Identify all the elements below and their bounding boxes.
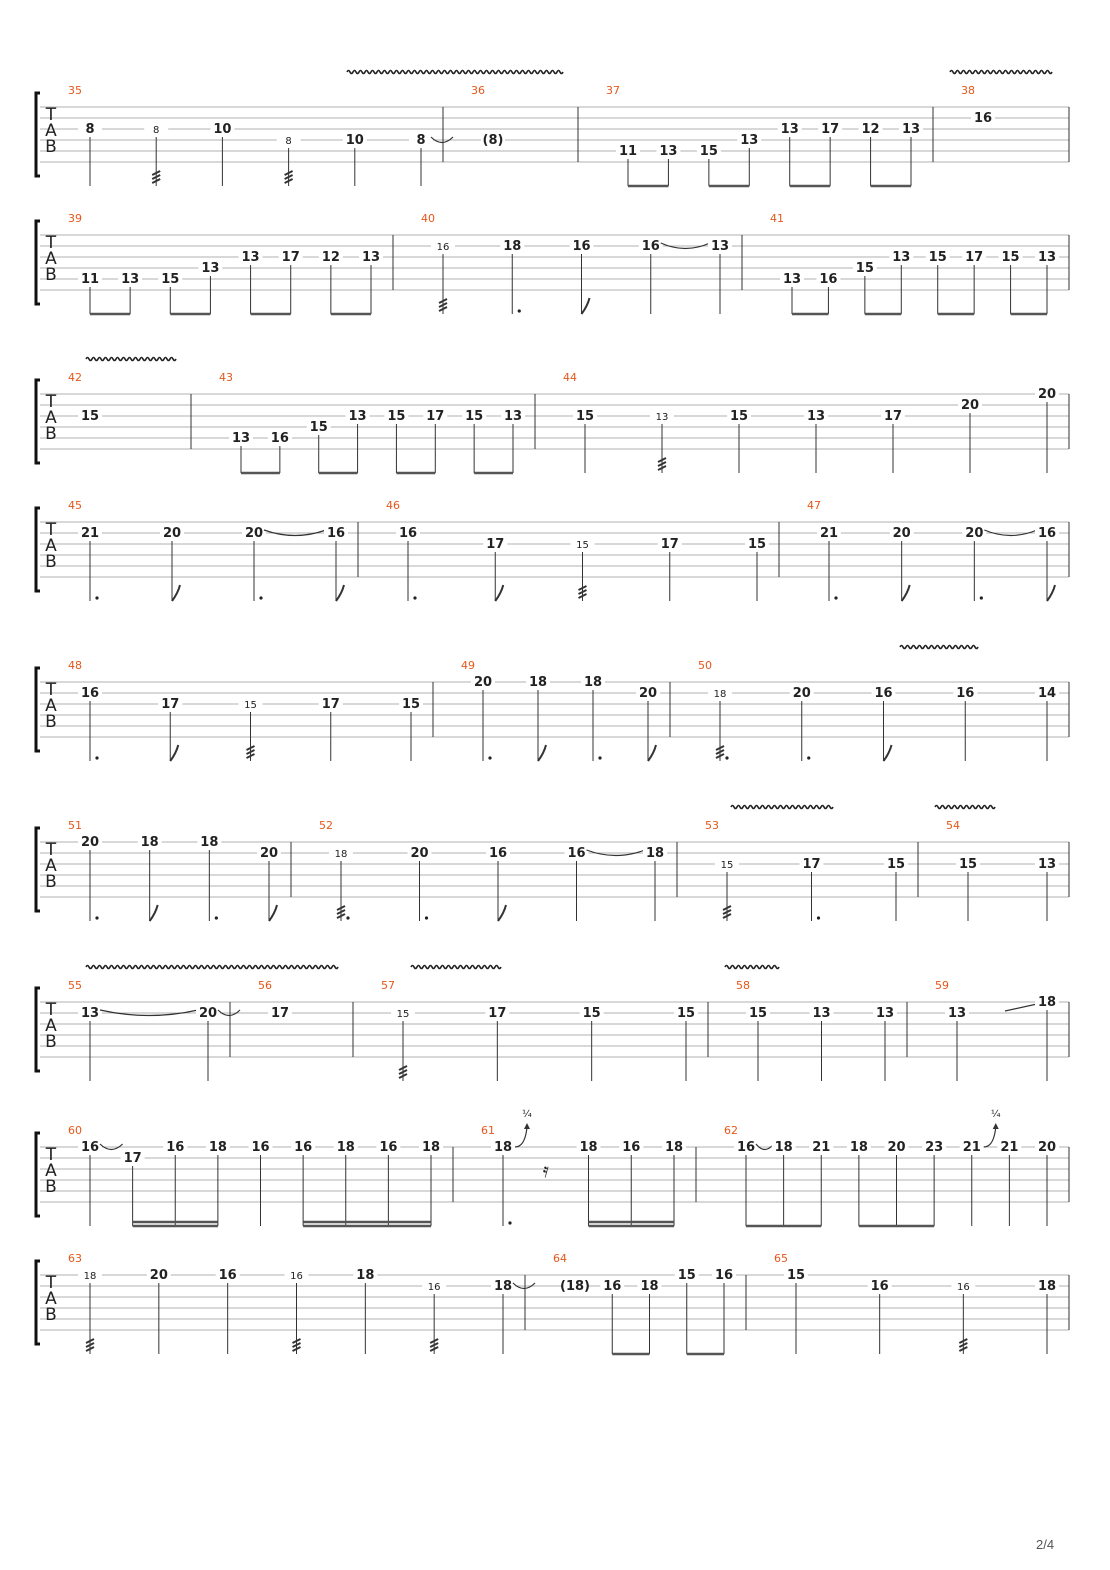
duration-dot: [425, 916, 428, 919]
measure-number: 56: [258, 979, 272, 992]
fret-number: 16: [567, 846, 586, 861]
vibrato-mark: [900, 646, 978, 649]
fret-number: 20: [259, 846, 279, 861]
fret-number: 20: [960, 398, 980, 413]
fret-number: 13: [782, 272, 802, 287]
fret-number: 13: [503, 409, 523, 424]
tab-clef-letter: T: [45, 233, 57, 253]
fret-number: 17: [486, 537, 505, 552]
bend-arrow: [515, 1127, 527, 1147]
measure-number: 36: [471, 84, 485, 97]
duration-dot: [598, 756, 601, 759]
fret-number: 12: [861, 122, 880, 137]
fret-number: 13: [1037, 857, 1057, 872]
fret-number: 16: [80, 1140, 100, 1155]
fret-number: 18: [493, 1279, 513, 1294]
note-flag: [336, 585, 344, 601]
system-bracket: [36, 828, 40, 911]
fret-number: 16: [80, 686, 100, 701]
measure-number: 38: [961, 84, 975, 97]
fret-number: 13: [361, 250, 381, 265]
fret-number: 18: [336, 1140, 355, 1155]
tab-clef-letter: T: [45, 392, 57, 412]
measure-number: 53: [705, 819, 719, 832]
note-flag: [902, 585, 910, 601]
fret-number: 16: [1037, 526, 1057, 541]
measure-number: 54: [946, 819, 960, 832]
measure-number: 59: [935, 979, 949, 992]
tab-clef-letter: A: [45, 536, 57, 556]
measure-number: 44: [563, 371, 577, 384]
tab-clef-letter: B: [45, 137, 57, 157]
tab-clef-letter: T: [45, 1000, 57, 1020]
tab-clef-letter: B: [45, 1032, 57, 1052]
duration-dot: [834, 596, 837, 599]
fret-number: 20: [244, 526, 264, 541]
measure-number: 58: [736, 979, 750, 992]
rest-symbol: 𝄿: [542, 1158, 549, 1182]
bend-arrowhead: [524, 1123, 530, 1129]
fret-number: 15: [747, 537, 767, 552]
fret-number: 18: [421, 1140, 441, 1155]
fret-number: 23: [925, 1140, 944, 1155]
tab-clef-letter: T: [45, 1273, 57, 1293]
fret-number: 20: [473, 675, 493, 690]
note-flag: [582, 298, 590, 314]
fret-number: 13: [806, 409, 826, 424]
fret-number: 18: [774, 1140, 793, 1155]
fret-number: 16: [956, 686, 975, 701]
note-flag: [495, 585, 503, 601]
bend-arrow: [984, 1127, 996, 1147]
measure-number: 51: [68, 819, 82, 832]
measure-number: 37: [606, 84, 620, 97]
fret-number: 16: [290, 1271, 303, 1282]
fret-number: 18: [713, 689, 727, 700]
fret-number: 18: [1037, 1279, 1057, 1294]
fret-number: 16: [379, 1140, 398, 1155]
fret-number: 18: [140, 835, 159, 850]
fret-number: 16: [166, 1140, 185, 1155]
measure-number: 60: [68, 1124, 82, 1137]
fret-number: 8: [85, 122, 95, 137]
measure-number: 62: [724, 1124, 738, 1137]
measure-number: 46: [386, 499, 400, 512]
fret-number: 20: [80, 835, 100, 850]
duration-dot: [817, 916, 820, 919]
fret-number: 16: [572, 239, 591, 254]
measure-number: 40: [421, 212, 435, 225]
measure-number: 57: [381, 979, 395, 992]
fret-number: 16: [270, 431, 289, 446]
note-flag: [1047, 585, 1055, 601]
fret-number: 20: [638, 686, 658, 701]
duration-dot: [413, 596, 416, 599]
measure-number: 48: [68, 659, 82, 672]
fret-number: 17: [123, 1151, 142, 1166]
tab-clef-letter: B: [45, 872, 57, 892]
duration-dot: [259, 596, 262, 599]
fret-number: 15: [576, 540, 589, 551]
measure-number: 39: [68, 212, 82, 225]
fret-number: 17: [488, 1006, 507, 1021]
fret-number: 18: [208, 1140, 227, 1155]
duration-dot: [518, 309, 521, 312]
fret-number: 16: [956, 1282, 970, 1293]
fret-number: 13: [201, 261, 220, 276]
duration-dot: [95, 596, 98, 599]
fret-number: 20: [410, 846, 429, 861]
tab-clef-letter: A: [45, 1161, 57, 1181]
fret-number: 10: [213, 122, 232, 137]
fret-number: 18: [83, 1271, 97, 1282]
fret-number: 17: [270, 1006, 290, 1021]
fret-number: 16: [714, 1268, 734, 1283]
note-flag: [498, 905, 506, 921]
measure-number: 43: [219, 371, 233, 384]
system-bracket: [36, 380, 40, 463]
fret-number: 17: [821, 122, 840, 137]
fret-number: 15: [401, 697, 421, 712]
fret-number: 13: [740, 133, 759, 148]
fret-number: 15: [80, 409, 100, 424]
fret-number: 21: [819, 526, 839, 541]
fret-number: 21: [80, 526, 100, 541]
system-bracket: [36, 1261, 40, 1344]
fret-number: 18: [579, 1140, 598, 1155]
fret-number: 12: [321, 250, 340, 265]
fret-number: 8: [416, 133, 426, 148]
measure-number: 63: [68, 1252, 82, 1265]
fret-number: 18: [528, 675, 548, 690]
tab-clef-letter: B: [45, 712, 57, 732]
fret-number: 15: [720, 860, 734, 871]
fret-number: 16: [622, 1140, 641, 1155]
fret-number: 10: [345, 133, 364, 148]
duration-dot: [95, 916, 98, 919]
fret-number: 13: [812, 1006, 831, 1021]
fret-number: 15: [855, 261, 874, 276]
fret-number: 18: [849, 1140, 868, 1155]
fret-number: 15: [699, 144, 718, 159]
note-flag: [150, 905, 158, 921]
fret-number: 18: [1037, 995, 1057, 1010]
system-bracket: [36, 221, 40, 304]
tab-clef-letter: T: [45, 840, 57, 860]
fret-number: 8: [285, 136, 292, 147]
fret-number: 18: [334, 849, 348, 860]
fret-number: 15: [465, 409, 484, 424]
tab-clef-letter: T: [45, 105, 57, 125]
fret-number: 15: [928, 250, 947, 265]
fret-number: 15: [958, 857, 978, 872]
duration-dot: [215, 916, 218, 919]
fret-number: 13: [348, 409, 367, 424]
fret-number: 13: [780, 122, 799, 137]
vibrato-mark: [950, 71, 1052, 74]
fret-number: 17: [426, 409, 445, 424]
system-bracket: [36, 988, 40, 1071]
measure-number: 65: [774, 1252, 788, 1265]
tab-clef-letter: T: [45, 520, 57, 540]
measure-number: 64: [553, 1252, 567, 1265]
system-bracket: [36, 668, 40, 751]
fret-number: 20: [162, 526, 182, 541]
fret-number: 17: [660, 537, 679, 552]
note-flag: [269, 905, 277, 921]
note-flag: [648, 745, 656, 761]
slide-line: [1005, 1004, 1037, 1011]
fret-number: 16: [641, 239, 660, 254]
fret-number: 14: [1037, 686, 1057, 701]
fret-number: 15: [244, 700, 257, 711]
fret-number: 17: [965, 250, 984, 265]
tab-clef-letter: B: [45, 552, 57, 572]
fret-number: 11: [618, 144, 638, 159]
fret-number: 13: [659, 144, 678, 159]
measure-number: 45: [68, 499, 82, 512]
fret-number: 15: [575, 409, 595, 424]
fret-number: 15: [582, 1006, 601, 1021]
fret-number: 21: [962, 1140, 981, 1155]
vibrato-mark: [347, 71, 563, 74]
note-flag: [538, 745, 546, 761]
fret-number: 16: [603, 1279, 622, 1294]
duration-dot: [346, 916, 349, 919]
measure-number: 50: [698, 659, 712, 672]
fret-number: 20: [965, 526, 984, 541]
bend-amount: ¼: [522, 1109, 532, 1120]
tab-clef-letter: A: [45, 856, 57, 876]
measure-number: 35: [68, 84, 82, 97]
fret-number: 15: [886, 857, 906, 872]
fret-number: 13: [655, 412, 669, 423]
duration-dot: [980, 596, 983, 599]
fret-number: 16: [326, 526, 346, 541]
note-flag: [172, 585, 180, 601]
fret-number: 20: [792, 686, 811, 701]
duration-dot: [725, 756, 728, 759]
fret-number: 16: [251, 1140, 270, 1155]
fret-number: 17: [281, 250, 300, 265]
fret-number: 17: [161, 697, 180, 712]
tab-clef-letter: A: [45, 1016, 57, 1036]
fret-number: 16: [870, 1279, 889, 1294]
fret-number: 18: [503, 239, 522, 254]
tab-clef-letter: T: [45, 680, 57, 700]
page-number: 2/4: [1036, 1537, 1055, 1552]
fret-number: 8: [153, 125, 160, 136]
fret-number: 18: [645, 846, 665, 861]
vibrato-mark: [935, 806, 995, 809]
fret-number: 16: [819, 272, 838, 287]
note-flag: [884, 745, 892, 761]
tab-clef-letter: T: [45, 1145, 57, 1165]
fret-number: 18: [640, 1279, 659, 1294]
measure-number: 41: [770, 212, 784, 225]
fret-number: 16: [398, 526, 418, 541]
fret-number: 16: [736, 1140, 756, 1155]
fret-number: 16: [427, 1282, 441, 1293]
fret-number: 20: [1037, 387, 1057, 402]
fret-number: 18: [664, 1140, 684, 1155]
tab-clef-letter: B: [45, 1305, 57, 1325]
system-bracket: [36, 93, 40, 176]
vibrato-mark: [411, 966, 501, 969]
duration-dot: [807, 756, 810, 759]
fret-number: 15: [1001, 250, 1020, 265]
fret-number: 13: [901, 122, 921, 137]
system-bracket: [36, 1133, 40, 1216]
duration-dot: [488, 756, 491, 759]
fret-number: 15: [729, 409, 749, 424]
fret-number: 13: [121, 272, 140, 287]
duration-dot: [508, 1221, 511, 1224]
measure-number: 42: [68, 371, 82, 384]
fret-number: 13: [892, 250, 911, 265]
fret-number: 20: [198, 1006, 218, 1021]
fret-number: 18: [356, 1268, 375, 1283]
fret-number: 17: [802, 857, 821, 872]
fret-number: 16: [488, 846, 508, 861]
measure-number: 52: [319, 819, 333, 832]
tab-clef-letter: A: [45, 408, 57, 428]
measure-number: 47: [807, 499, 821, 512]
fret-number: 15: [676, 1006, 696, 1021]
bend-amount: ¼: [990, 1109, 1001, 1120]
fret-number: 16: [294, 1140, 313, 1155]
vibrato-mark: [86, 358, 176, 361]
fret-number: 15: [396, 1009, 410, 1020]
fret-number: 21: [1000, 1140, 1019, 1155]
fret-number: 13: [231, 431, 251, 446]
vibrato-mark: [725, 966, 779, 969]
tab-clef-letter: A: [45, 1289, 57, 1309]
measure-number: 55: [68, 979, 82, 992]
fret-number: 15: [677, 1268, 696, 1283]
fret-number: 13: [875, 1006, 895, 1021]
bend-arrowhead: [993, 1123, 999, 1129]
fret-number: 15: [786, 1268, 806, 1283]
fret-number: (8): [482, 133, 504, 148]
duration-dot: [95, 756, 98, 759]
fret-number: 13: [1037, 250, 1057, 265]
fret-number: 17: [321, 697, 340, 712]
tab-clef-letter: B: [45, 1177, 57, 1197]
fret-number: 16: [218, 1268, 237, 1283]
fret-number: 13: [947, 1006, 967, 1021]
fret-number: 16: [436, 242, 450, 253]
fret-number: 20: [149, 1268, 168, 1283]
vibrato-mark: [731, 806, 833, 809]
fret-number: 18: [200, 835, 219, 850]
fret-number: 15: [387, 409, 406, 424]
fret-number: 15: [161, 272, 180, 287]
tab-clef-letter: A: [45, 696, 57, 716]
fret-number: 18: [493, 1140, 513, 1155]
fret-number: 20: [887, 1140, 906, 1155]
measure-number: 61: [481, 1124, 495, 1137]
fret-number: 20: [892, 526, 911, 541]
fret-number: 15: [309, 420, 328, 435]
fret-number: 13: [710, 239, 730, 254]
fret-number: 13: [80, 1006, 100, 1021]
fret-number: 16: [973, 111, 993, 126]
tab-clef-letter: A: [45, 121, 57, 141]
fret-number: 13: [241, 250, 260, 265]
tab-clef-letter: B: [45, 424, 57, 444]
fret-number: (18): [560, 1279, 590, 1294]
fret-number: 21: [812, 1140, 831, 1155]
note-flag: [170, 745, 178, 761]
measure-number: 49: [461, 659, 475, 672]
fret-number: 16: [874, 686, 893, 701]
fret-number: 20: [1037, 1140, 1057, 1155]
fret-number: 11: [80, 272, 100, 287]
fret-number: 17: [883, 409, 903, 424]
fret-number: 18: [583, 675, 603, 690]
system-bracket: [36, 508, 40, 591]
vibrato-mark: [86, 966, 338, 969]
tab-clef-letter: B: [45, 265, 57, 285]
fret-number: 15: [748, 1006, 768, 1021]
tab-clef-letter: A: [45, 249, 57, 269]
